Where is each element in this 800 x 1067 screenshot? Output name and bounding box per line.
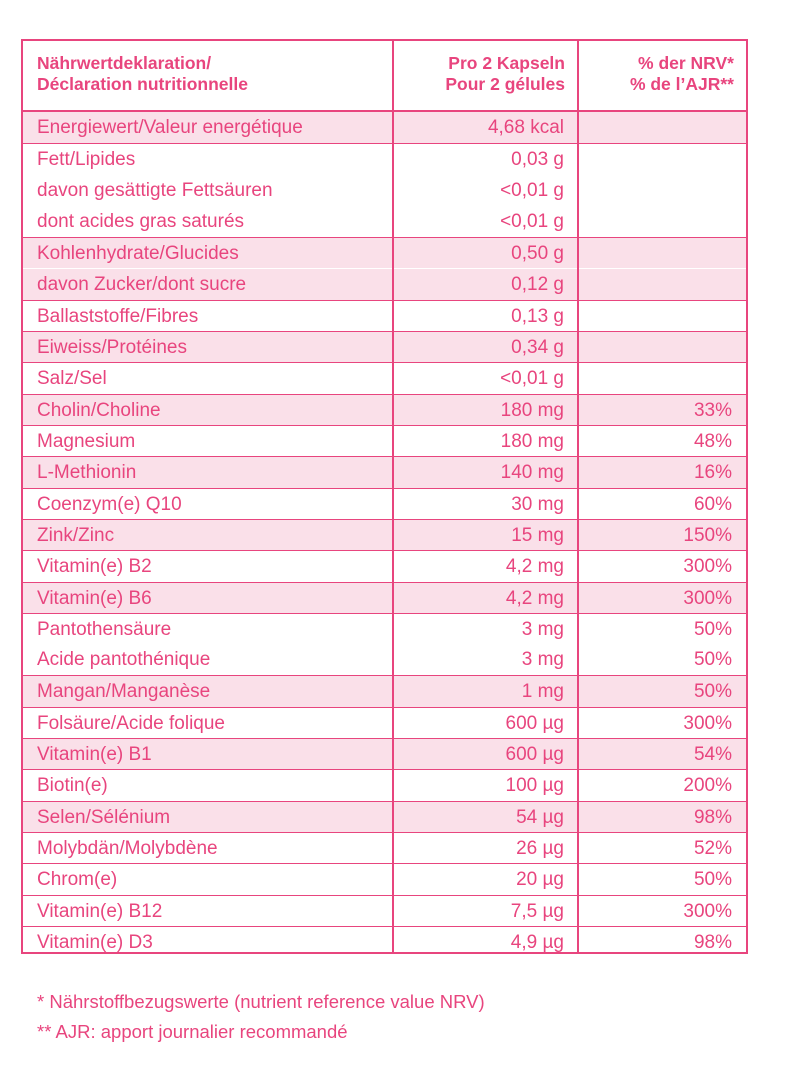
- nutrient-nrv: 50%: [693, 869, 732, 891]
- table-row: [23, 769, 746, 800]
- nutrient-amount: <0,01 g: [500, 210, 564, 232]
- nutrient-name: L-Methionin: [37, 462, 137, 484]
- nutrient-name: Eiweiss/Protéines: [37, 337, 187, 359]
- nutrient-nrv: 98%: [693, 806, 732, 828]
- nutrient-amount: 0,13 g: [511, 305, 564, 327]
- column-divider: [577, 41, 579, 952]
- nutrient-name: Coenzym(e) Q10: [37, 493, 182, 515]
- header-declaration-de: Nährwertdeklaration/: [37, 53, 212, 73]
- nutrient-name: Molybdän/Molybdène: [37, 837, 218, 859]
- nutrient-nrv: 33%: [693, 399, 732, 421]
- nutrient-nrv: 300%: [683, 556, 732, 578]
- nutrient-amount: 600 µg: [505, 712, 564, 734]
- nutrient-name: Vitamin(e) D3: [37, 931, 153, 953]
- nutrient-nrv: 200%: [683, 775, 732, 797]
- nutrition-table: [21, 39, 748, 954]
- table-row: [23, 394, 746, 425]
- table-row: [23, 519, 746, 550]
- nutrient-nrv: 16%: [693, 462, 732, 484]
- table-row: [23, 425, 746, 456]
- nutrient-amount: 600 µg: [505, 744, 564, 765]
- nutrient-name: Chrom(e): [37, 869, 118, 891]
- table-row: [23, 644, 746, 675]
- nutrient-name: Fett/Lipides: [37, 149, 136, 171]
- nutrient-name: Kohlenhydrate/Glucides: [37, 243, 239, 265]
- header-nrv-fr: % de l’AJR**: [629, 74, 734, 94]
- table-row: [23, 206, 746, 237]
- nutrient-amount: 3 mg: [521, 618, 564, 640]
- nutrient-amount: <0,01 g: [500, 179, 564, 201]
- nutrient-nrv: 50%: [693, 681, 732, 703]
- nutrient-nrv: 300%: [683, 587, 732, 609]
- table-row: [23, 895, 746, 926]
- header-nrv: [579, 41, 748, 110]
- nutrient-name: Vitamin(e) B1: [37, 744, 152, 765]
- nutrient-name: Magnesium: [37, 431, 136, 452]
- table-row: [23, 456, 746, 487]
- nutrient-name: Mangan/Manganèse: [37, 681, 211, 703]
- column-divider: [392, 41, 394, 952]
- nutrient-amount: 15 mg: [511, 524, 564, 546]
- nutrient-name: dont acides gras saturés: [37, 210, 245, 232]
- nutrient-name: Selen/Sélénium: [37, 806, 171, 828]
- nutrient-nrv: 48%: [693, 431, 732, 452]
- nutrient-amount: 7,5 µg: [510, 900, 564, 922]
- table-row: [23, 362, 746, 393]
- nutrient-name: davon gesättigte Fettsäuren: [37, 179, 273, 201]
- table-row: [23, 707, 746, 738]
- nutrient-nrv: 50%: [693, 618, 732, 640]
- table-row: [23, 863, 746, 894]
- table-row: [23, 832, 746, 863]
- table-row: [23, 738, 746, 769]
- nutrient-amount: 180 mg: [500, 431, 564, 452]
- nutrient-amount: 0,03 g: [511, 149, 564, 171]
- nutrient-name: Vitamin(e) B2: [37, 556, 152, 578]
- nutrient-name: Zink/Zinc: [37, 524, 115, 546]
- footnote-nrv: * Nährstoffbezugswerte (nutrient reference value NRV): [37, 991, 485, 1012]
- nutrient-amount: 0,50 g: [511, 243, 564, 265]
- table-row: [23, 801, 746, 832]
- table-header: [23, 41, 746, 112]
- header-declaration-fr: Déclaration nutritionnelle: [37, 74, 248, 94]
- nutrient-amount: 4,68 kcal: [487, 117, 564, 138]
- nutrient-amount: 0,12 g: [511, 273, 564, 295]
- header-amount-fr: Pour 2 gélules: [445, 74, 565, 94]
- header-amount: [394, 41, 579, 110]
- table-row: [23, 300, 746, 331]
- nutrient-nrv: 50%: [693, 649, 732, 671]
- nutrient-name: Pantothensäure: [37, 618, 172, 640]
- nutrient-nrv: 54%: [693, 744, 732, 765]
- table-row: [23, 175, 746, 206]
- table-row: [23, 237, 746, 268]
- nutrient-name: Energiewert/Valeur energétique: [37, 117, 303, 138]
- nutrient-amount: 0,34 g: [511, 337, 564, 359]
- table-row: [23, 488, 746, 519]
- nutrient-amount: 180 mg: [500, 399, 564, 421]
- nutrient-amount: 20 µg: [516, 869, 564, 891]
- nutrient-amount: 30 mg: [511, 493, 564, 515]
- nutrient-name: Folsäure/Acide folique: [37, 712, 225, 734]
- nutrient-nrv: 60%: [693, 493, 732, 515]
- nutrient-amount: 4,2 mg: [505, 587, 564, 609]
- table-row: [23, 143, 746, 174]
- header-nrv-de: % der NRV*: [638, 53, 734, 73]
- nutrient-name: Cholin/Choline: [37, 399, 161, 421]
- table-row: [23, 926, 746, 957]
- nutrient-nrv: 150%: [683, 524, 732, 546]
- table-row: [23, 582, 746, 613]
- nutrient-amount: 26 µg: [516, 837, 564, 859]
- table-row: [23, 331, 746, 362]
- nutrient-amount: 54 µg: [516, 806, 564, 828]
- nutrient-amount: 100 µg: [505, 775, 564, 797]
- nutrient-name: Biotin(e): [37, 775, 108, 797]
- nutrient-amount: 1 mg: [521, 681, 564, 703]
- nutrient-nrv: 300%: [683, 900, 732, 922]
- table-row: [23, 550, 746, 581]
- footnote-ajr: ** AJR: apport journalier recommandé: [37, 1021, 348, 1042]
- nutrient-amount: 140 mg: [500, 462, 564, 484]
- header-amount-de: Pro 2 Kapseln: [448, 53, 565, 73]
- table-row: [23, 613, 746, 644]
- nutrient-amount: <0,01 g: [500, 368, 564, 390]
- nutrient-name: Acide pantothénique: [37, 649, 211, 671]
- header-declaration: [23, 41, 394, 110]
- nutrient-name: Ballaststoffe/Fibres: [37, 305, 199, 327]
- nutrient-name: Salz/Sel: [37, 368, 107, 390]
- table-row: [23, 675, 746, 706]
- nutrient-name: Vitamin(e) B12: [37, 900, 163, 922]
- nutrient-amount: 3 mg: [521, 649, 564, 671]
- nutrient-nrv: 300%: [683, 712, 732, 734]
- nutrient-nrv: 98%: [693, 931, 732, 953]
- table-row: [23, 269, 746, 300]
- nutrient-amount: 4,9 µg: [510, 931, 564, 953]
- nutrient-amount: 4,2 mg: [505, 556, 564, 578]
- nutrient-name: Vitamin(e) B6: [37, 587, 152, 609]
- nutrient-name: davon Zucker/dont sucre: [37, 273, 247, 295]
- table-row: [23, 112, 746, 143]
- nutrient-nrv: 52%: [693, 837, 732, 859]
